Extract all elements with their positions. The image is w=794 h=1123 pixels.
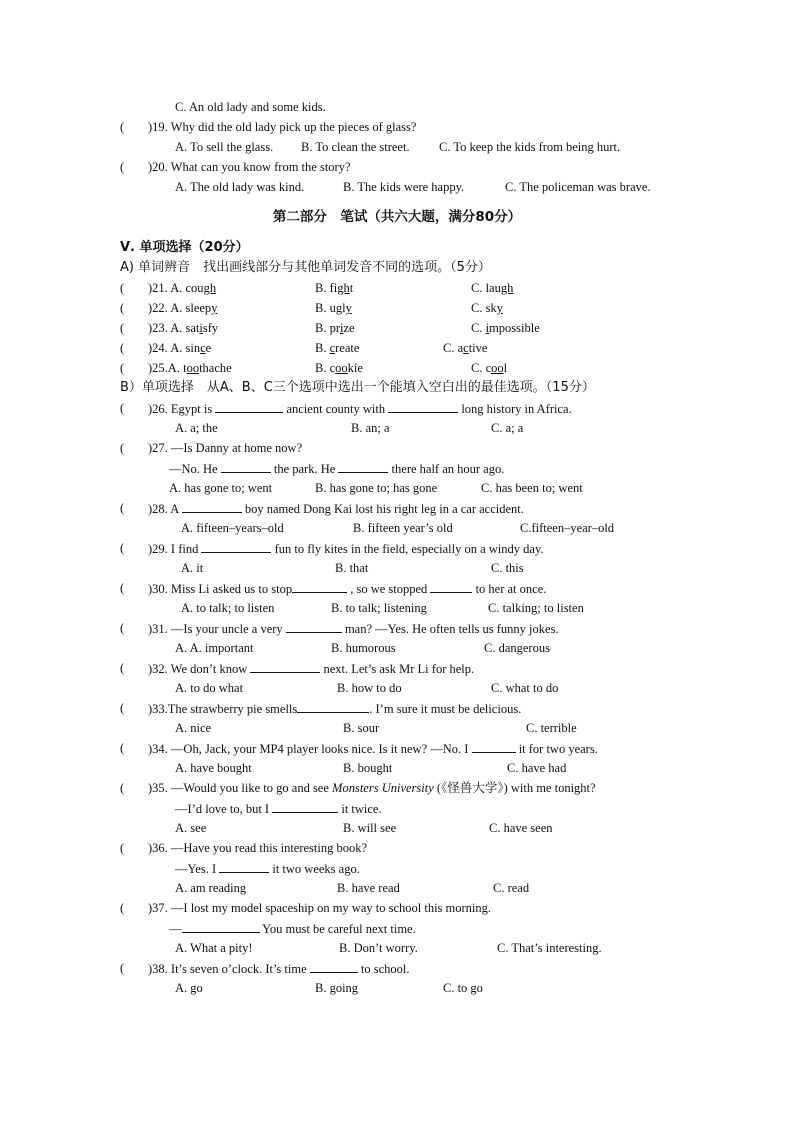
option-b: B. fight	[315, 281, 354, 295]
option-c: C. sky	[471, 301, 503, 315]
answer-blank[interactable]	[286, 620, 342, 633]
answer-blank[interactable]	[338, 460, 388, 473]
answer-blank[interactable]	[219, 860, 269, 873]
answer-blank[interactable]	[201, 540, 271, 553]
answer-blank[interactable]	[292, 580, 347, 593]
option-b: B. cookie	[315, 361, 363, 375]
answer-blank[interactable]	[388, 400, 458, 413]
section-5-part-a-instruction: A) 单词辨音 找出画线部分与其他单词发音不同的选项。（5分）	[120, 260, 491, 275]
option-a: )23. A. satisfy	[148, 321, 219, 335]
option-c: C. cool	[471, 361, 508, 375]
section-5-part-b-instruction: B）单项选择 从A、B、C三个选项中选出一个能填入空白出的最佳选项。（15分）	[120, 380, 595, 395]
option-c: C. active	[443, 341, 488, 355]
answer-blank[interactable]	[310, 960, 358, 973]
answer-blank[interactable]	[182, 500, 242, 513]
option-b: B. ugly	[315, 301, 352, 315]
option-a: )25.A. toothache	[148, 361, 232, 375]
section-5-title: Ⅴ. 单项选择（20分）	[120, 240, 249, 255]
answer-blank[interactable]	[182, 920, 260, 933]
answer-paren[interactable]: (	[120, 281, 125, 295]
answer-blank[interactable]	[430, 580, 472, 593]
option-a: )21. A. cough	[148, 281, 217, 295]
answer-blank[interactable]	[221, 460, 271, 473]
answer-blank[interactable]	[215, 400, 283, 413]
option-b: B. prize	[315, 321, 355, 335]
answer-paren[interactable]: (	[120, 361, 125, 375]
answer-paren[interactable]: (	[120, 301, 125, 315]
option-c: C. impossible	[471, 321, 540, 335]
part-two-title: 第二部分 笔试（共六大题，满分80分）	[272, 209, 522, 225]
answer-blank[interactable]	[472, 740, 516, 753]
answer-paren[interactable]: (	[120, 321, 125, 335]
answer-blank[interactable]	[297, 700, 369, 713]
option-c: C. laugh	[471, 281, 514, 295]
answer-paren[interactable]: (	[120, 341, 125, 355]
option-a: )24. A. since	[148, 341, 212, 355]
option-a: )22. A. sleepy	[148, 301, 218, 315]
option-b: B. create	[315, 341, 360, 355]
answer-blank[interactable]	[272, 800, 338, 813]
answer-blank[interactable]	[250, 660, 320, 673]
